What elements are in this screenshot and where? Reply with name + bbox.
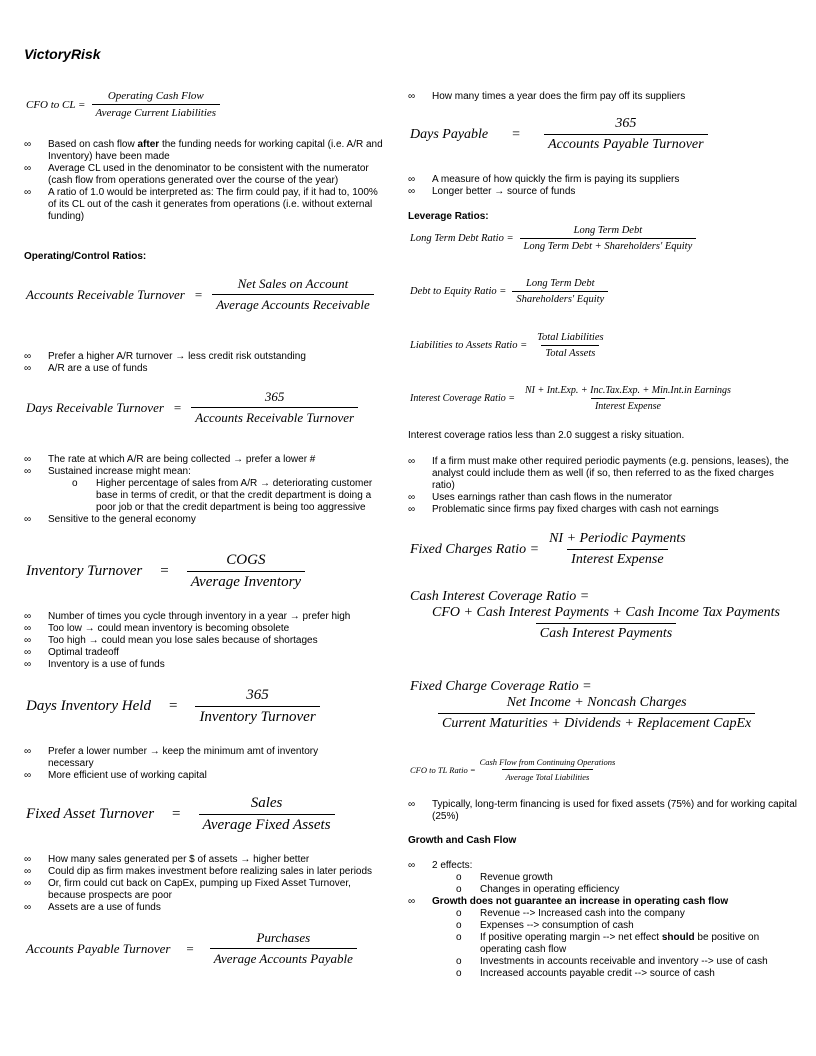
days-receivable-bullets: [24, 454, 384, 526]
formula-lhs: CFO to TL Ratio =: [410, 764, 476, 775]
formula-lhs: Accounts Receivable Turnover: [26, 286, 185, 302]
bullet-text: Prefer a lower number → keep the minimum amt of inventory necessary: [48, 746, 319, 769]
bullet-item: [24, 635, 384, 647]
formula-days-payable: Days Payable = $\frac{365}{\text{Accounts Payable Turnover}}$: [410, 116, 708, 153]
circle-bullet-icon: o: [456, 908, 462, 919]
bullet-text: Revenue growth: [480, 872, 553, 883]
circle-bullet-icon: o: [456, 956, 462, 967]
formula-lhs: Inventory Turnover: [26, 563, 143, 579]
formula-interest-coverage: [410, 385, 735, 412]
bullet-item: [24, 878, 384, 902]
bullet-item: [24, 163, 384, 187]
sub-bullet-item: [24, 478, 384, 514]
bullet-text: Or, firm could cut back on CapEx, pumping up Fixed Asset Turnover, because prospects are poor: [48, 878, 351, 901]
bullet-text: Prefer a higher A/R turnover → less credit risk outstanding: [48, 351, 306, 362]
formula-numerator: 365: [615, 116, 637, 131]
bullet-text: Number of times you cycle through inventory in a year → prefer high: [48, 611, 351, 622]
formula-fixed-charges: [410, 531, 690, 568]
formula-denominator: Average Accounts Payable: [210, 948, 357, 967]
formula-denominator: Inventory Turnover: [195, 706, 319, 726]
circle-bullet-icon: o: [456, 872, 462, 883]
formula-lhs: Fixed Asset Turnover: [26, 806, 155, 822]
formula-denominator: Interest Expense: [567, 549, 667, 568]
section-heading-operating: Operating/Control Ratios:: [24, 251, 147, 262]
formula-denominator: Long Term Debt + Shareholders' Equity: [520, 238, 697, 252]
sub-bullet-item: [408, 968, 798, 980]
bullet-item: [408, 456, 798, 492]
bullet-text: Increased accounts payable credit --> source of cash: [480, 968, 715, 979]
bullet-text: A/R are a use of funds: [48, 363, 148, 374]
formula-cfo-to-cl: [26, 90, 220, 119]
bullet-item: [24, 902, 384, 914]
infinity-bullet-icon: ∞: [24, 623, 32, 634]
bullet-text: Optimal tradeoff: [48, 647, 119, 658]
formula-numerator: Sales: [250, 795, 283, 811]
infinity-bullet-icon: ∞: [24, 163, 32, 174]
bullet-item: [24, 187, 384, 223]
infinity-bullet-icon: ∞: [24, 770, 32, 781]
formula-denominator: Average Total Liabilities: [502, 769, 594, 782]
infinity-bullet-icon: ∞: [24, 514, 32, 525]
infinity-bullet-icon: ∞: [24, 611, 32, 622]
infinity-bullet-icon: ∞: [24, 139, 32, 150]
bullet-text: Revenue --> Increased cash into the company: [480, 908, 685, 919]
formula-denominator: Shareholders' Equity: [512, 291, 608, 305]
sub-bullet-item: [408, 956, 798, 968]
bullet-text: 2 effects:: [432, 860, 473, 871]
sub-bullet-item: [408, 908, 798, 920]
infinity-bullet-icon: ∞: [408, 504, 416, 515]
infinity-bullet-icon: ∞: [408, 456, 416, 467]
formula-lhs: Fixed Charges Ratio =: [410, 541, 540, 557]
infinity-bullet-icon: ∞: [408, 91, 416, 102]
infinity-bullet-icon: ∞: [408, 799, 416, 810]
bullet-text: A ratio of 1.0 would be interpreted as: The firm could pay, if it had to, 100% of its CL out of the cash it generates from operations (i.e. without external funding): [48, 187, 378, 222]
formula-numerator: Long Term Debt: [573, 225, 643, 236]
sub-bullet-item: [408, 872, 798, 884]
bullet-item: [408, 492, 798, 504]
formula-numerator: Purchases: [256, 930, 311, 945]
sub-bullet-item: [408, 932, 798, 956]
formula-numerator: NI + Int.Exp. + Inc.Tax.Exp. + Min.Int.in Earnings: [524, 385, 731, 396]
bullet-text: Higher percentage of sales from A/R → deteriorating customer base in terms of credit, or that the credit department is doing a poor job or that the credit department is being too aggressive: [96, 478, 373, 513]
formula-lhs: Days Inventory Held: [26, 698, 151, 714]
formula-denominator: Accounts Payable Turnover: [544, 134, 708, 153]
sub-bullet-item: [408, 884, 798, 896]
formula-cash-interest-coverage: [410, 589, 784, 642]
bullet-item: [408, 186, 798, 198]
formula-lhs: Debt to Equity Ratio =: [410, 286, 507, 297]
payable-bullets-top: [408, 91, 798, 103]
formula-fixed-charge-coverage: [410, 679, 755, 732]
infinity-bullet-icon: ∞: [24, 351, 32, 362]
bullet-item: [24, 866, 384, 878]
bullet-text: How many times a year does the firm pay off its suppliers: [432, 91, 686, 102]
interest-coverage-note: Interest coverage ratios less than 2.0 suggest a risky situation.: [408, 430, 685, 441]
infinity-bullet-icon: ∞: [24, 746, 32, 757]
bullet-item: [24, 854, 384, 866]
formula-days-inventory: Days Inventory Held = $\frac{365}{\text{Inventory Turnover}}$: [26, 687, 320, 726]
ar-bullets: [24, 351, 384, 375]
formula-numerator: NI + Periodic Payments: [549, 531, 686, 546]
bullet-item: [24, 514, 384, 526]
formula-fixed-asset-turnover: Fixed Asset Turnover = $\frac{\text{Sales}}{\text{Average Fixed Assets}}$: [26, 795, 335, 834]
bullet-item: [24, 611, 384, 623]
infinity-bullet-icon: ∞: [408, 492, 416, 503]
formula-numerator: Long Term Debt: [526, 278, 595, 289]
section-heading-growth: Growth and Cash Flow: [408, 835, 517, 846]
bullet-item: [24, 139, 384, 163]
bullet-text: A measure of how quickly the firm is paying its suppliers: [432, 174, 680, 185]
circle-bullet-icon: o: [72, 478, 78, 489]
formula-numerator: CFO + Cash Interest Payments + Cash Income Tax Payments: [432, 605, 780, 620]
bullet-text: Sensitive to the general economy: [48, 514, 196, 525]
document-title: VictoryRisk: [24, 46, 101, 62]
bullet-text: Investments in accounts receivable and inventory --> use of cash: [480, 956, 768, 967]
infinity-bullet-icon: ∞: [24, 635, 32, 646]
infinity-bullet-icon: ∞: [24, 659, 32, 670]
bullet-text: Too low → could mean inventory is becoming obsolete: [48, 623, 290, 634]
formula-ltd-ratio: [410, 225, 696, 252]
payable-bullets: [408, 174, 798, 198]
bullet-text: Sustained increase might mean:: [48, 466, 191, 477]
bullet-item: [24, 363, 384, 375]
infinity-bullet-icon: ∞: [408, 896, 416, 907]
formula-denominator: Average Fixed Assets: [199, 814, 335, 834]
formula-denominator: Accounts Receivable Turnover: [191, 407, 358, 426]
infinity-bullet-icon: ∞: [24, 466, 32, 477]
formula-liabilities-to-assets: [410, 332, 608, 359]
formula-lhs: Days Payable: [410, 126, 489, 142]
bullet-text: Expenses --> consumption of cash: [480, 920, 634, 931]
bullet-text: More efficient use of working capital: [48, 770, 207, 781]
formula-lhs: Fixed Charge Coverage Ratio =: [410, 679, 592, 694]
infinity-bullet-icon: ∞: [24, 866, 32, 877]
bullet-bold-text: should: [661, 932, 695, 943]
circle-bullet-icon: o: [456, 920, 462, 931]
formula-denominator: Average Accounts Receivable: [212, 294, 374, 313]
bullet-text: the funding needs for working capital (i.e. A/R and Inventory) have been made: [48, 139, 383, 162]
bullet-item: [408, 896, 798, 908]
growth-bullets: [408, 860, 798, 980]
infinity-bullet-icon: ∞: [24, 454, 32, 465]
formula-denominator: Average Current Liabilities: [92, 104, 221, 119]
formula-numerator: Cash Flow from Continuing Operations: [479, 757, 616, 767]
bullet-item: [24, 746, 364, 770]
bullet-text: Assets are a use of funds: [48, 902, 161, 913]
infinity-bullet-icon: ∞: [24, 854, 32, 865]
circle-bullet-icon: o: [456, 932, 462, 943]
bullet-text: Average CL used in the denominator to be consistent with the numerator (cash flow from operations generated over the course of the year): [48, 163, 369, 186]
bullet-item: [408, 174, 798, 186]
bullet-text: Inventory is a use of funds: [48, 659, 165, 670]
infinity-bullet-icon: ∞: [24, 647, 32, 658]
bullet-bold-text: Growth does not guarantee an increase in operating cash flow: [432, 896, 729, 907]
bullet-item: [24, 623, 384, 635]
bullet-text: Based on cash flow: [48, 139, 138, 150]
formula-numerator: 365: [246, 687, 269, 703]
formula-ap-turnover: Accounts Payable Turnover = $\frac{\text{Purchases}}{\text{Average Accounts Payable}}$: [26, 930, 357, 967]
formula-lhs: Long Term Debt Ratio =: [410, 233, 514, 244]
interest-bullets: [408, 456, 798, 516]
section-heading-leverage: Leverage Ratios:: [408, 211, 489, 222]
fixed-asset-bullets: [24, 854, 384, 914]
bullet-item: [24, 351, 384, 363]
bullet-item: [408, 860, 798, 872]
bullet-text: How many sales generated per $ of assets → higher better: [48, 854, 310, 865]
formula-inventory-turnover: Inventory Turnover = $\frac{\text{COGS}}{\text{Average Inventory}}$: [26, 552, 305, 591]
formula-debt-to-equity: [410, 278, 608, 305]
formula-denominator: Average Inventory: [187, 571, 305, 591]
formula-lhs: Accounts Payable Turnover: [26, 940, 171, 956]
formula-numerator: Net Income + Noncash Charges: [506, 695, 687, 710]
formula-ar-turnover: Accounts Receivable Turnover = $\frac{\text{Net Sales on Account}}{\text{Average Accounts Receivable}}$: [26, 276, 374, 313]
bullet-text: Could dip as firm makes investment before realizing sales in later periods: [48, 866, 373, 877]
formula-lhs: Liabilities to Assets Ratio =: [410, 340, 528, 351]
inventory-bullets: [24, 611, 384, 671]
bullet-text: If a firm must make other required periodic payments (e.g. pensions, leases), the analyst could include them as well (if so, then referred to as the fixed charges ratio): [432, 456, 789, 491]
formula-lhs: Interest Coverage Ratio =: [410, 393, 515, 404]
bullet-text: Typically, long-term financing is used for fixed assets (75%) and for working capital (25%): [432, 799, 797, 822]
formula-denominator: Total Assets: [541, 345, 599, 359]
formula-numerator: Net Sales on Account: [237, 276, 349, 291]
infinity-bullet-icon: ∞: [24, 878, 32, 889]
bullet-item: [24, 659, 384, 671]
infinity-bullet-icon: ∞: [24, 363, 32, 374]
infinity-bullet-icon: ∞: [408, 860, 416, 871]
bullet-item: [24, 770, 364, 782]
formula-days-receivable: Days Receivable Turnover = $\frac{365}{\text{Accounts Receivable Turnover}}$: [26, 389, 358, 426]
formula-cfo-to-tl: [410, 757, 619, 782]
bullet-item: [408, 504, 798, 516]
bullet-text: If positive operating margin --> net effect: [480, 932, 662, 943]
sub-bullet-item: [408, 920, 798, 932]
infinity-bullet-icon: ∞: [24, 187, 32, 198]
bullet-item: [24, 454, 384, 466]
formula-denominator: Cash Interest Payments: [536, 623, 676, 642]
formula-numerator: Operating Cash Flow: [107, 90, 204, 102]
bullet-text: Problematic since firms pay fixed charges with cash not earnings: [432, 504, 719, 515]
formula-numerator: 365: [264, 389, 285, 404]
circle-bullet-icon: o: [456, 968, 462, 979]
bullet-bold-text: after: [137, 139, 160, 150]
bullet-text: The rate at which A/R are being collected → prefer a lower #: [48, 454, 316, 465]
bullet-text: Too high → could mean you lose sales because of shortages: [48, 635, 318, 646]
cfo-cl-bullets: [24, 139, 384, 223]
days-inventory-bullets: [24, 746, 364, 782]
formula-lhs: Days Receivable Turnover: [26, 399, 164, 415]
bullet-item: [24, 647, 384, 659]
formula-lhs: CFO to CL =: [26, 98, 86, 111]
bullet-text: Longer better → source of funds: [432, 186, 576, 197]
bullet-text: be positive on operating cash flow: [480, 932, 760, 955]
infinity-bullet-icon: ∞: [408, 186, 416, 197]
cfo-tl-bullets: [408, 799, 798, 823]
circle-bullet-icon: o: [456, 884, 462, 895]
bullet-item: [408, 91, 798, 103]
formula-denominator: Interest Expense: [591, 398, 665, 412]
bullet-text: Uses earnings rather than cash flows in the numerator: [432, 492, 673, 503]
bullet-item: [24, 466, 384, 478]
formula-numerator: Total Liabilities: [537, 332, 604, 343]
bullet-text: Changes in operating efficiency: [480, 884, 620, 895]
formula-denominator: Current Maturities + Dividends + Replacement CapEx: [438, 713, 755, 732]
bullet-item: [408, 799, 798, 823]
formula-lhs: Cash Interest Coverage Ratio =: [410, 589, 590, 604]
infinity-bullet-icon: ∞: [24, 902, 32, 913]
infinity-bullet-icon: ∞: [408, 174, 416, 185]
formula-numerator: COGS: [226, 552, 266, 568]
